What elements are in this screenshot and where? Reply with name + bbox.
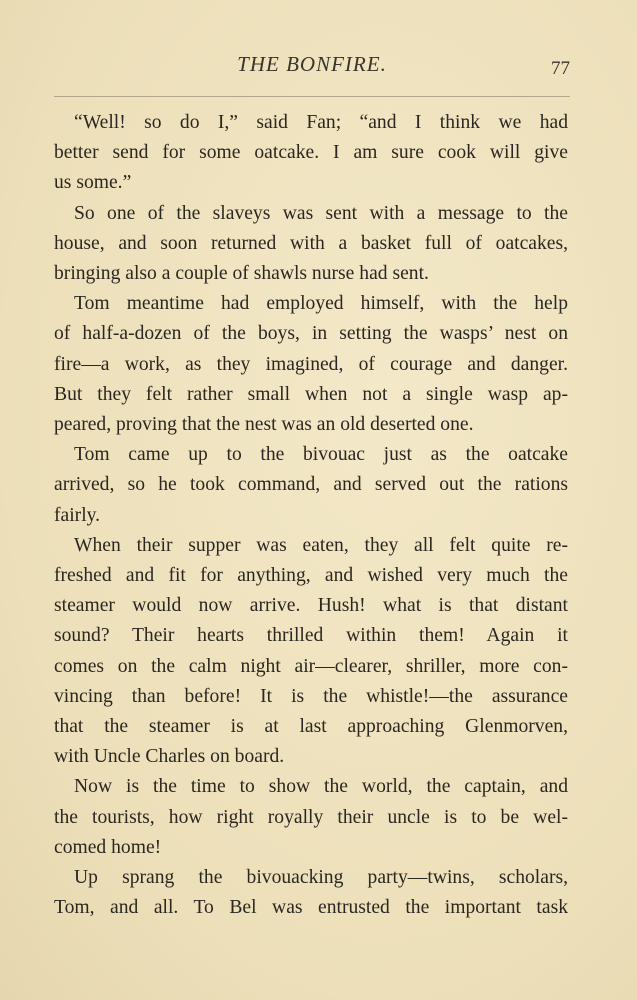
- text-line: fire—a work, as they imagined, of courage and danger.: [54, 353, 568, 375]
- text-line: Tom, and all. To Bel was entrusted the important task: [54, 897, 568, 919]
- text-line: But they felt rather small when not a single wasp ap-: [54, 383, 568, 405]
- paragraph: [54, 289, 568, 440]
- running-title: THE BONFIRE.: [237, 52, 387, 76]
- paragraph: [54, 863, 568, 923]
- paragraph: [54, 772, 568, 863]
- text-line: of half-a-dozen of the boys, in setting the wasps’ nest on: [54, 323, 568, 345]
- paragraph: [54, 108, 568, 199]
- paragraph: [54, 440, 568, 531]
- text-line: fairly.: [54, 504, 101, 526]
- text-line: So one of the slaveys was sent with a message to the: [74, 202, 568, 224]
- text-line: house, and soon returned with a basket full of oatcakes,: [54, 232, 568, 254]
- paragraph: [54, 199, 568, 290]
- text-line: sound? Their hearts thrilled within them! Again it: [54, 625, 568, 647]
- text-line: vincing than before! It is the whistle!—the assurance: [54, 685, 568, 707]
- text-line: comed home!: [54, 836, 162, 858]
- text-line: us some.”: [54, 172, 132, 194]
- text-line: steamer would now arrive. Hush! what is that distant: [54, 595, 568, 617]
- text-line: freshed and fit for anything, and wished very much the: [54, 565, 568, 587]
- text-line: with Uncle Charles on board.: [54, 746, 285, 768]
- text-line: peared, proving that the nest was an old deserted one.: [54, 414, 474, 436]
- text-line: the tourists, how right royally their uncle is to be wel-: [54, 806, 568, 828]
- text-line: Up sprang the bivouacking party—twins, scholars,: [74, 867, 568, 889]
- paragraph: [54, 531, 568, 773]
- text-line: Tom meantime had employed himself, with the help: [74, 293, 568, 315]
- text-line: bringing also a couple of shawls nurse had sent.: [54, 263, 429, 285]
- page-number: 77: [551, 58, 570, 79]
- text-line: Tom came up to the bivouac just as the oatcake: [74, 444, 568, 466]
- text-line: When their supper was eaten, they all felt quite re-: [74, 534, 568, 556]
- text-line: “Well! so do I,” said Fan; “and I think we had: [74, 112, 568, 133]
- body-text: [54, 108, 568, 923]
- text-line: that the steamer is at last approaching Glenmorven,: [54, 716, 568, 738]
- page-header: [54, 52, 570, 82]
- header-rule: [54, 96, 570, 97]
- text-line: better send for some oatcake. I am sure cook will give: [54, 142, 568, 164]
- text-line: comes on the calm night air—clearer, shriller, more con-: [54, 655, 568, 677]
- text-line: Now is the time to show the world, the captain, and: [74, 776, 568, 798]
- text-line: arrived, so he took command, and served out the rations: [54, 474, 568, 496]
